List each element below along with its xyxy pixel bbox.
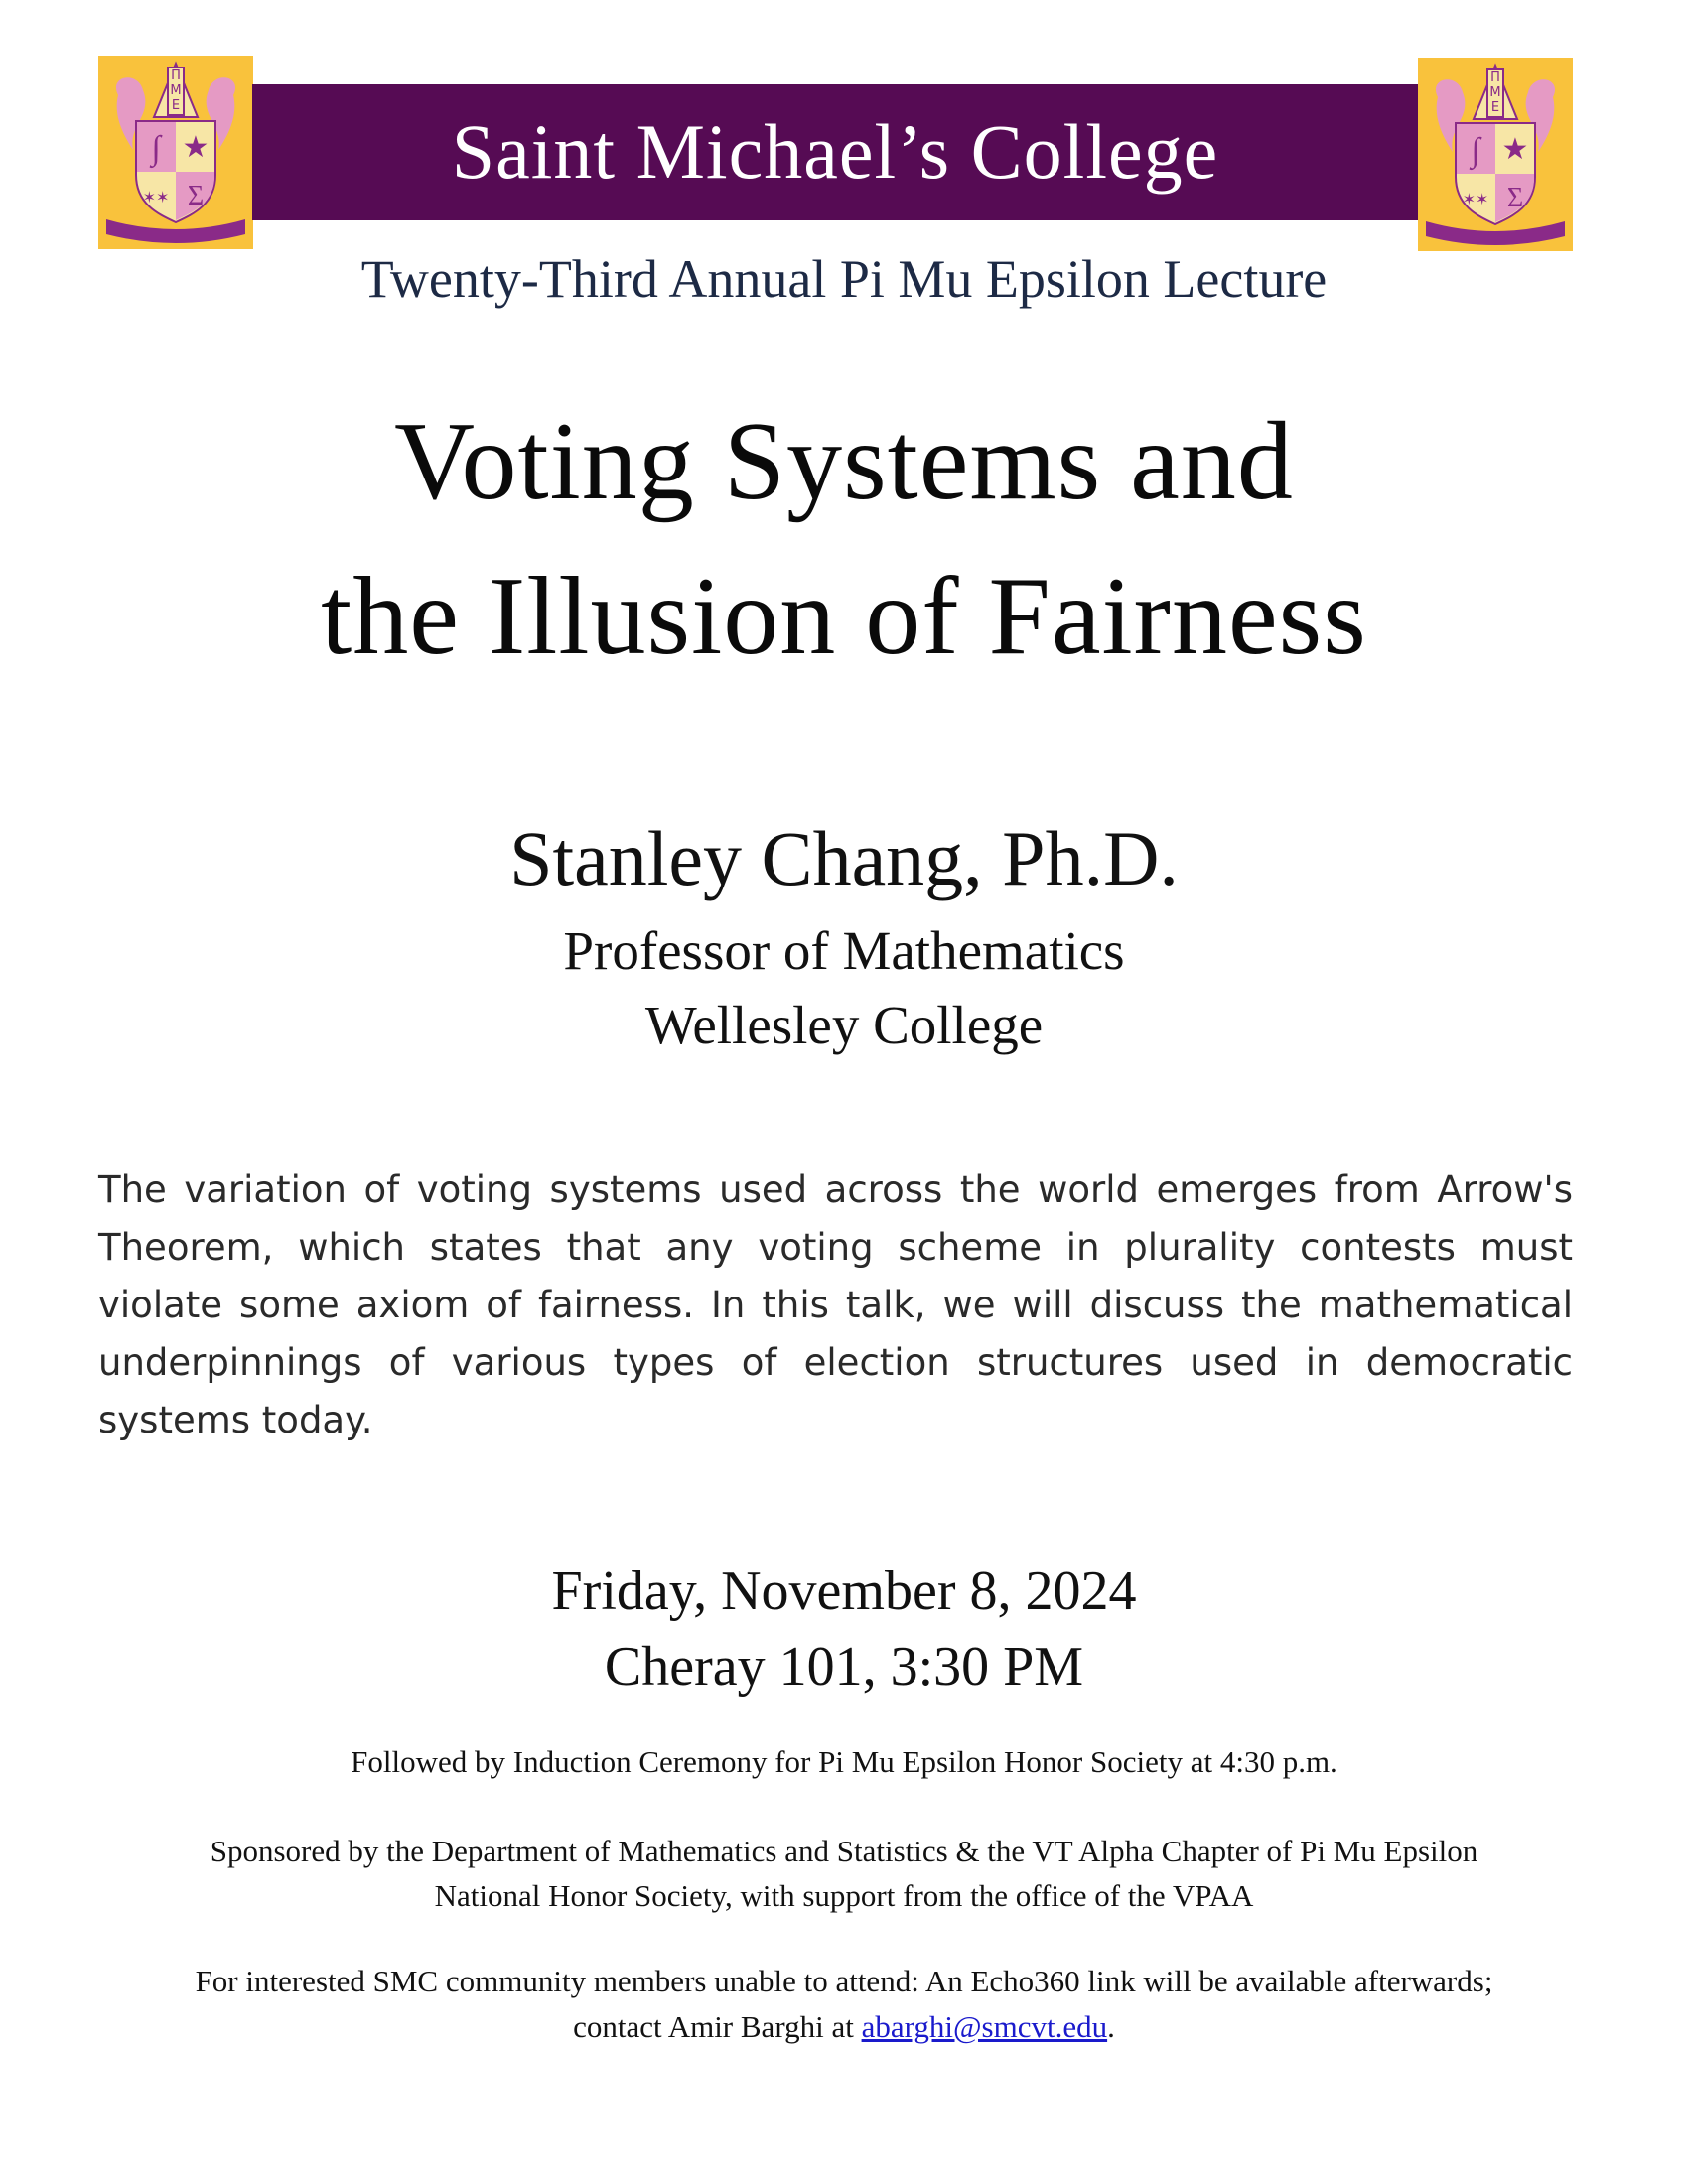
talk-title-line2: the Illusion of Fairness bbox=[321, 555, 1367, 678]
svg-text:✶✶: ✶✶ bbox=[142, 190, 170, 206]
event-date: Friday, November 8, 2024 bbox=[551, 1561, 1137, 1622]
lecture-series: Twenty-Third Annual Pi Mu Epsilon Lecture bbox=[360, 249, 1328, 309]
college-name: Saint Michael’s College bbox=[451, 108, 1219, 195]
pi-mu-epsilon-crest-right bbox=[1418, 58, 1573, 251]
crest-letters: ΠΜΕ bbox=[1489, 70, 1501, 115]
remote-line1: For interested SMC community members unable to attend: An Echo360 link will be available afterwards; bbox=[195, 1964, 1493, 1998]
remote-line2 bbox=[0, 2005, 1688, 2049]
event-location-time: Cheray 101, 3:30 PM bbox=[604, 1636, 1084, 1698]
speaker-position: Professor of Mathematics bbox=[563, 920, 1125, 981]
svg-text:Σ: Σ bbox=[187, 181, 205, 211]
speaker-institution: Wellesley College bbox=[644, 995, 1044, 1055]
abstract: The variation of voting systems used across the world emerges from Arrow's Theorem, which states that any voting scheme in plurality contests must violate some axiom of fairness. In this talk, we will discuss the mathematical underpinnings of various types of election structures used in democratic systems today. bbox=[98, 1168, 1573, 1441]
speaker-name: Stanley Chang, Ph.D. bbox=[509, 815, 1179, 901]
sponsor-line2: National Honor Society, with support from the office of the VPAA bbox=[434, 1878, 1254, 1913]
sponsor-line1: Sponsored by the Department of Mathematics and Statistics & the VT Alpha Chapter of Pi Mu Epsilon bbox=[210, 1834, 1478, 1868]
talk-title-line1: Voting Systems and bbox=[394, 400, 1294, 523]
svg-text:∫: ∫ bbox=[1471, 132, 1480, 169]
induction-note: Followed by Induction Ceremony for Pi Mu Epsilon Honor Society at 4:30 p.m. bbox=[351, 1744, 1337, 1779]
pi-mu-epsilon-crest-left bbox=[98, 56, 253, 249]
remote-prefix: contact Amir Barghi at bbox=[573, 2009, 862, 2044]
crest-letters: ΠΜΕ bbox=[170, 68, 182, 113]
svg-text:★: ★ bbox=[1501, 133, 1529, 166]
svg-text:✶✶: ✶✶ bbox=[1462, 192, 1489, 208]
svg-text:Σ: Σ bbox=[1506, 183, 1524, 213]
remote-suffix: . bbox=[1107, 2009, 1115, 2044]
contact-email-link[interactable]: abarghi@smcvt.edu bbox=[861, 2009, 1108, 2044]
svg-text:★: ★ bbox=[182, 131, 210, 164]
svg-text:∫: ∫ bbox=[151, 130, 161, 167]
